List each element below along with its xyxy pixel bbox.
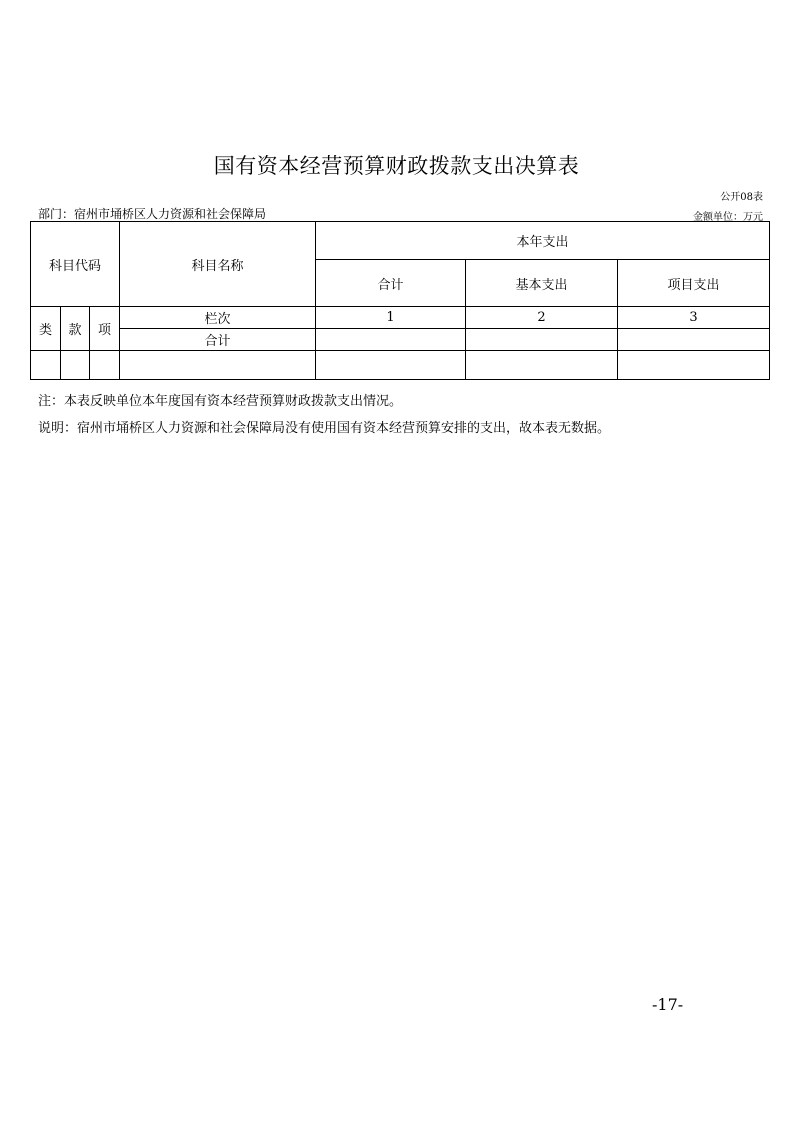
- item-header: 项: [90, 307, 120, 351]
- unit-label: 金额单位：万元: [693, 212, 763, 223]
- empty-row-section: [61, 351, 90, 380]
- total-row-basic: [466, 329, 618, 351]
- page-title: 国有资本经营预算财政拨款支出决算表: [213, 154, 580, 178]
- project-header: 项目支出: [618, 260, 770, 307]
- total-header: 合计: [316, 260, 466, 307]
- basic-header: 基本支出: [466, 260, 618, 307]
- empty-row-total: [316, 351, 466, 380]
- empty-row-label: [120, 351, 316, 380]
- department-label: 部门：宿州市埇桥区人力资源和社会保障局: [38, 207, 267, 221]
- total-row-project: [618, 329, 770, 351]
- empty-row-category: [31, 351, 61, 380]
- total-row-total: [316, 329, 466, 351]
- page-number: -17-: [652, 995, 684, 1014]
- total-row-label: 合计: [120, 329, 316, 351]
- current-year-header: 本年支出: [316, 222, 770, 260]
- table-note: 注：本表反映单位本年度国有资本经营预算财政拨款支出情况。: [38, 394, 403, 409]
- subject-code-header: 科目代码: [31, 222, 120, 307]
- column-number-label: 栏次: [120, 307, 316, 329]
- section-header: 款: [61, 307, 90, 351]
- empty-row-item: [90, 351, 120, 380]
- column-number-1: 1: [316, 307, 466, 329]
- table-explanation: 说明：宿州市埇桥区人力资源和社会保障局没有使用国有资本经营预算安排的支出，故本表无数据。: [38, 421, 611, 436]
- empty-row-project: [618, 351, 770, 380]
- subject-name-header: 科目名称: [120, 222, 316, 307]
- column-number-2: 2: [466, 307, 618, 329]
- category-header: 类: [31, 307, 61, 351]
- expenditure-table: [30, 221, 770, 380]
- column-number-3: 3: [618, 307, 770, 329]
- empty-row-basic: [466, 351, 618, 380]
- form-code: 公开08表: [720, 192, 763, 203]
